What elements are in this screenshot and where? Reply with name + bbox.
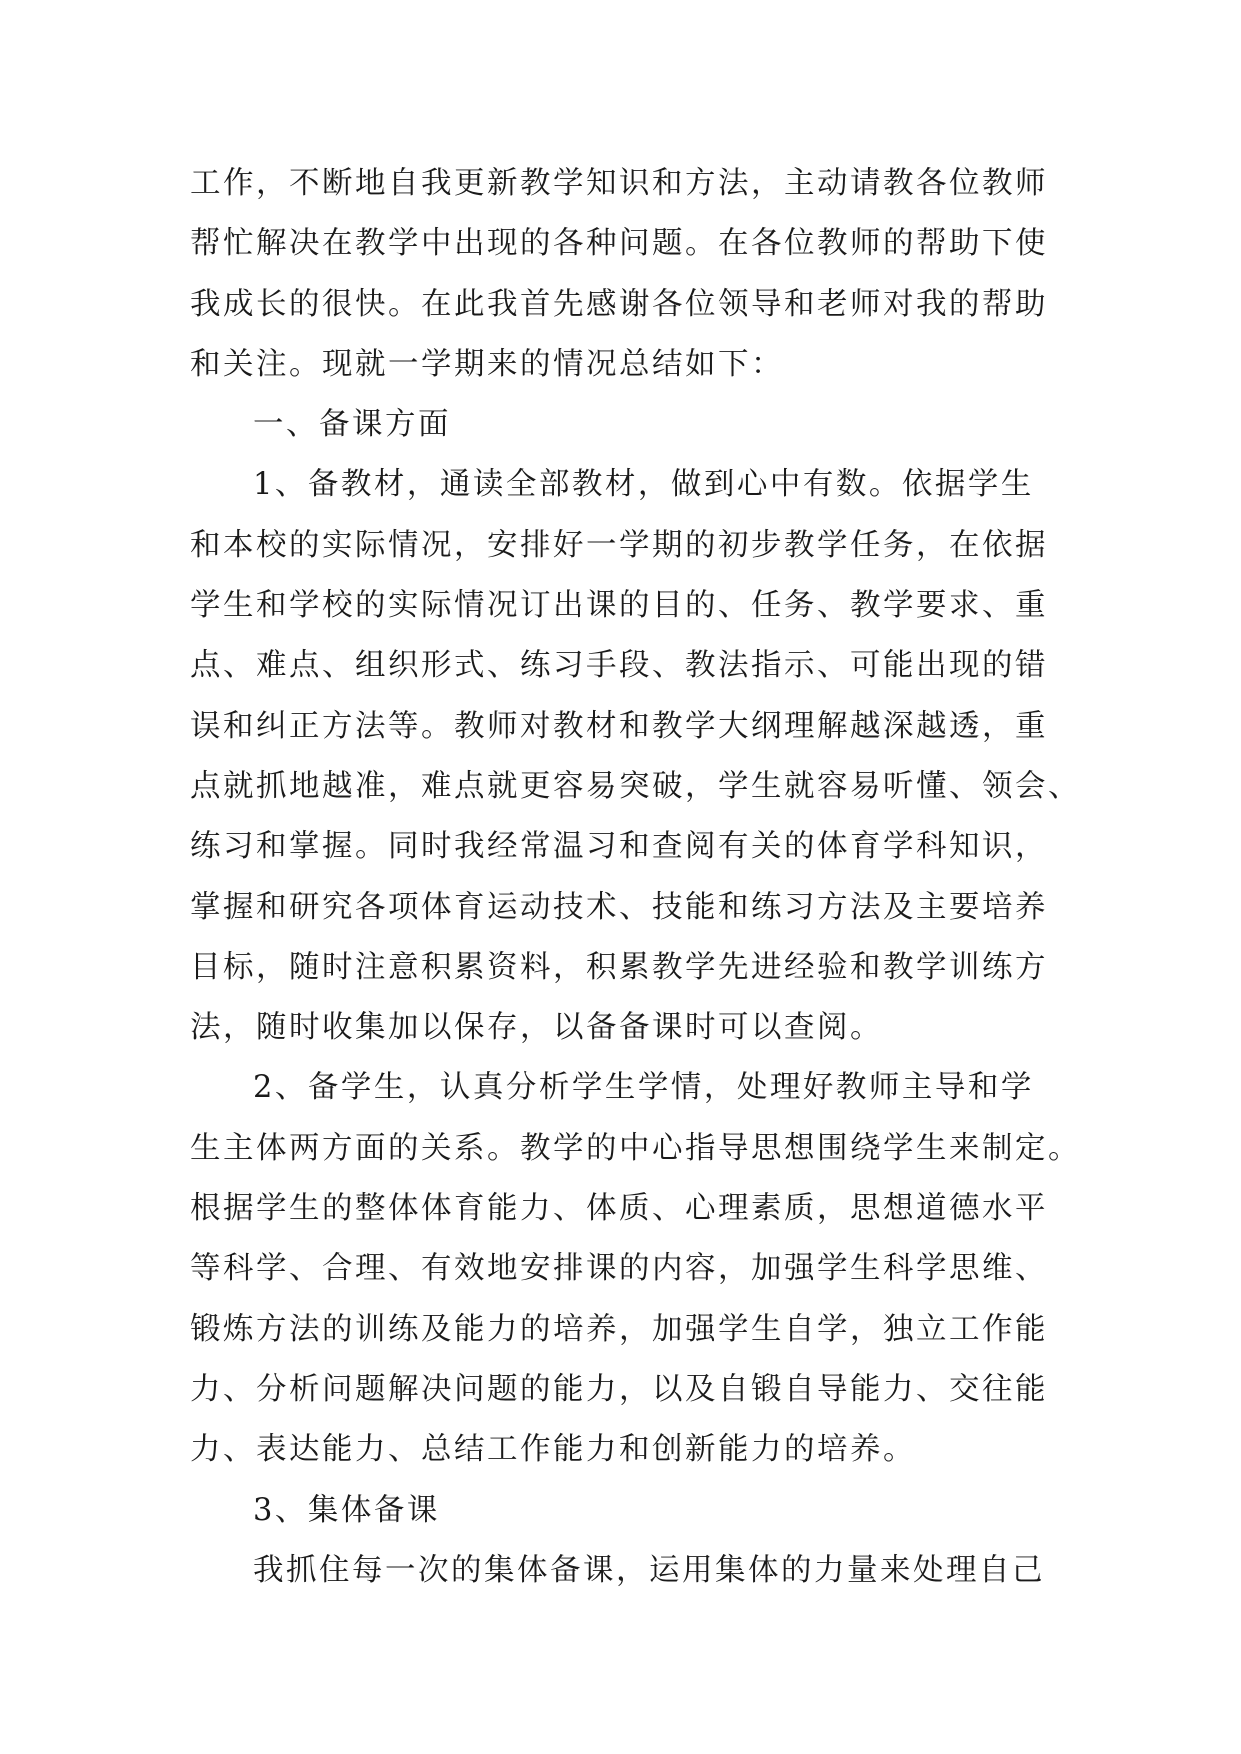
- text-line: 和关注。现就一学期来的情况总结如下：: [190, 346, 784, 382]
- text-line: 法，随时收集加以保存，以备备课时可以查阅。: [190, 1010, 883, 1046]
- text-line: 目标，随时注意积累资料，积累教学先进经验和教学训练方: [190, 949, 1048, 985]
- text-line: 学生和学校的实际情况订出课的目的、任务、教学要求、重: [190, 588, 1048, 624]
- text-line: 点就抓地越准，难点就更容易突破，学生就容易听懂、领会、: [190, 768, 1081, 804]
- document-body: [190, 154, 1081, 1601]
- text-line: 我抓住每一次的集体备课，运用集体的力量来处理自己: [253, 1552, 1045, 1588]
- text-line: 我成长的很快。在此我首先感谢各位领导和老师对我的帮助: [190, 286, 1048, 322]
- text-line: 误和纠正方法等。教师对教材和教学大纲理解越深越透，重: [190, 708, 1048, 744]
- text-line: 力、分析问题解决问题的能力，以及自锻自导能力、交往能: [190, 1371, 1048, 1407]
- text-line: 和本校的实际情况，安排好一学期的初步教学任务，在依据: [190, 527, 1048, 563]
- text-line: 练习和掌握。同时我经常温习和查阅有关的体育学科知识，: [190, 829, 1048, 865]
- section-heading: 一、备课方面: [253, 407, 451, 443]
- text-line: 掌握和研究各项体育运动技术、技能和练习方法及主要培养: [190, 889, 1048, 925]
- subsection-heading: 3、集体备课: [253, 1492, 440, 1528]
- text-line: 生主体两方面的关系。教学的中心指导思想围绕学生来制定。: [190, 1130, 1081, 1166]
- text-line: 1、备教材，通读全部教材，做到心中有数。依据学生: [253, 467, 1034, 503]
- text-line: 点、难点、组织形式、练习手段、教法指示、可能出现的错: [190, 648, 1048, 684]
- text-line: 帮忙解决在教学中出现的各种问题。在各位教师的帮助下使: [190, 226, 1048, 262]
- text-line: 根据学生的整体体育能力、体质、心理素质，思想道德水平: [190, 1191, 1048, 1227]
- text-line: 工作，不断地自我更新教学知识和方法，主动请教各位教师: [190, 166, 1048, 201]
- text-line: 锻炼方法的训练及能力的培养，加强学生自学，独立工作能: [190, 1311, 1048, 1347]
- text-line: 力、表达能力、总结工作能力和创新能力的培养。: [190, 1432, 916, 1468]
- text-line: 等科学、合理、有效地安排课的内容，加强学生科学思维、: [190, 1251, 1048, 1287]
- text-line: 2、备学生，认真分析学生学情，处理好教师主导和学: [253, 1070, 1034, 1106]
